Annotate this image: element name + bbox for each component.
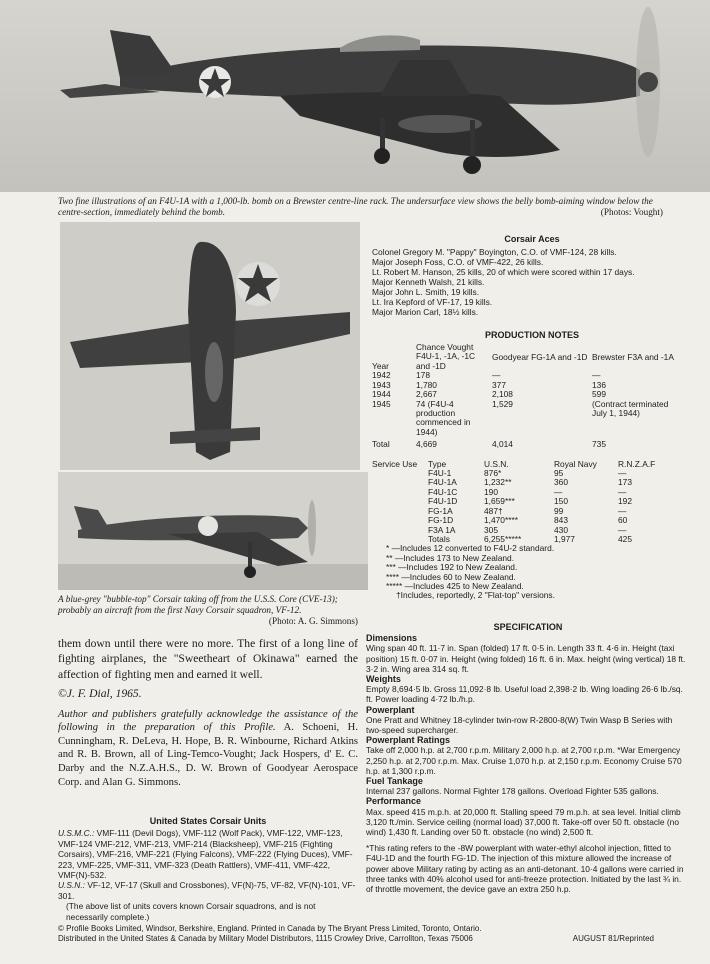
spec-heading: Performance: [366, 796, 422, 807]
production-table: [372, 343, 682, 450]
photo3-credit: (Photo: A. G. Simmons): [268, 616, 358, 626]
service-header: U.S.N.: [484, 458, 509, 469]
spec-text: One Pratt and Whitney 18-cylinder twin-row R-2800-8(W) Twin Wasp B Series with two-speed supercharger.: [366, 714, 673, 736]
cell-rnzaf: 425: [618, 533, 632, 544]
production-total-row: [372, 437, 682, 449]
footer-line-1: © Profile Books Limited, Windsor, Berkshire, England. Printed in Canada by The Bryant Press Limited, Toronto, Ontario.: [58, 924, 482, 933]
photo-corsair-underside: [60, 222, 360, 470]
production-row: [372, 400, 682, 438]
service-row: [372, 507, 678, 516]
cell-goodyear: 1,529: [492, 398, 513, 409]
cell-rnzaf: —: [618, 524, 627, 535]
acknowledgement-intro: Author and publishers gratefully acknowledge the assistance of the following in the preparation of this Profile.: [58, 708, 358, 734]
footer-line-2-wrap: [58, 934, 698, 944]
service-row: [372, 516, 678, 525]
usmc-label: U.S.M.C.:: [58, 828, 95, 839]
cell-year: 1945: [372, 398, 391, 409]
spec-text: Empty 8,694·5 lb. Gross 11,092·8 lb. Useful load 2,398·2 lb. Wing loading 26·6 lb./sq. ft. Power loading 4·72 lb./h.p.: [366, 684, 683, 705]
spec-heading: Weights: [366, 674, 401, 685]
cell-brewster: 735: [592, 439, 606, 450]
cell-goodyear: 2,108: [492, 389, 513, 400]
cell-year: Total: [372, 439, 390, 450]
corsair-aces-section: [372, 234, 692, 317]
us-corsair-units-section: [58, 816, 358, 922]
cell-type: F4U-1A: [428, 477, 457, 488]
service-row: [372, 478, 678, 487]
units-usmc: [58, 828, 358, 880]
ace-item: Major John L. Smith, 19 kills.: [372, 287, 480, 297]
cell-royal-navy: 843: [554, 515, 568, 526]
production-title: PRODUCTION NOTES: [484, 330, 579, 340]
ace-item: Major Marion Carl, 18½ kills.: [372, 307, 479, 317]
spec-text: Max. speed 415 m.p.h. at 20,000 ft. Stalling speed 79 m.p.h. at sea level. Initial climb 3,120 ft./min. Service ceiling (normal load) 37,000 ft. Take-off over 50 ft. obstacle (no wind) 1,430 ft. Landing over 50 ft. obstacle (no wind) 2,500 ft.: [366, 806, 681, 838]
cell-type: F4U-1D: [428, 496, 458, 507]
header-goodyear: Goodyear FG-1A and -1D: [492, 352, 588, 362]
photo-corsair-flight-side: [0, 0, 710, 192]
cell-royal-navy: 430: [554, 524, 568, 535]
service-header: Service Use: [372, 458, 418, 469]
photo3-caption-text: A blue-grey "bubble-top" Corsair taking off from the U.S.S. Core (CVE-13); probably an aircraft from the first Navy Corsair squadron, VF-12.: [58, 594, 338, 615]
spec-weights: [366, 674, 690, 705]
spec-powerplant: [366, 705, 690, 736]
spec-heading: Powerplant: [366, 704, 415, 715]
service-use-table: [372, 460, 678, 545]
production-footnotes: [386, 544, 692, 600]
service-row: [372, 526, 678, 535]
aces-title: Corsair Aces: [504, 234, 560, 244]
production-header-row: [372, 343, 682, 371]
cell-royal-navy: 99: [554, 505, 564, 516]
spec-fuel-tankage: [366, 776, 690, 796]
cell-brewster: —: [592, 370, 601, 381]
cell-type: Totals: [428, 533, 450, 544]
copyright-line: ©J. F. Dial, 1965.: [58, 687, 142, 701]
cell-royal-navy: —: [554, 486, 563, 497]
cell-royal-navy: 95: [554, 468, 564, 479]
cell-vought: 1,780: [416, 379, 437, 390]
cell-brewster: (Contract terminated July 1, 1944): [592, 398, 669, 419]
cell-usn: 305: [484, 524, 498, 535]
cell-royal-navy: 1,977: [554, 533, 575, 544]
production-note: †Includes, reportedly, 2 "Flat-top" versions.: [396, 590, 555, 601]
cell-year: 1942: [372, 370, 391, 381]
production-note: *** —Includes 192 to New Zealand.: [386, 562, 518, 573]
corsair-side-illustration: [0, 0, 710, 192]
spec-dimensions: [366, 633, 690, 674]
cell-rnzaf: 173: [618, 477, 632, 488]
cell-year: 1943: [372, 379, 391, 390]
service-header: R.N.Z.A.F: [618, 458, 656, 469]
units-title: United States Corsair Units: [149, 816, 267, 826]
ace-item: Lt. Ira Kepford of VF-17, 19 kills.: [372, 297, 493, 307]
production-note: ***** —Includes 425 to New Zealand.: [386, 580, 524, 591]
spec-text: Wing span 40 ft. 11·7 in. Span (folded) 17 ft. 0·5 in. Length 33 ft. 4·6 in. Height (taxi position) 15 ft. 0·07 in. Height (wing folded) 16 ft. 6 in. Max. height (wing vertical) 18 ft. 3·2 in. Wing area 314 sq. ft.: [366, 643, 686, 674]
corsair-underside-illustration: [60, 222, 360, 470]
service-row: [372, 488, 678, 497]
cell-type: F3A 1A: [428, 524, 456, 535]
cell-rnzaf: 192: [618, 496, 632, 507]
units-note: (The above list of units covers known Corsair squadrons, and is not necessarily complete.): [66, 901, 316, 922]
aces-list: [372, 247, 692, 317]
photo3-caption: [58, 594, 358, 627]
cell-usn: 1,659***: [484, 496, 515, 507]
cell-goodyear: —: [492, 370, 501, 381]
usn-list: VF-12, VF-17 (Skull and Crossbones), VF(N)-75, VF-82, VF(N)-101, VF-301.: [58, 880, 356, 901]
cell-rnzaf: —: [618, 486, 627, 497]
service-row: [372, 497, 678, 506]
cell-royal-navy: 150: [554, 496, 568, 507]
service-header-row: [372, 460, 678, 469]
cell-usn: 876*: [484, 468, 502, 479]
cell-vought: 178: [416, 370, 430, 381]
cell-type: F4U-1C: [428, 486, 458, 497]
cell-usn: 1,232**: [484, 477, 512, 488]
spec-text: Take off 2,000 h.p. at 2,700 r.p.m. Military 2,000 h.p. at 2,700 r.p.m. *War Emergency 2,250 h.p. at 2,700 r.p.m. Max. Cruise 1,070 h.p. at 2,150 r.p.m. Economy Cruise 570 h.p. at 1,300 r.p.m.: [366, 745, 682, 776]
cell-usn: 190: [484, 486, 498, 497]
cell-vought: 74 (F4U-4 production commenced in 1944): [416, 398, 471, 437]
cell-vought: 4,669: [416, 439, 437, 450]
production-note: * —Includes 12 converted to F4U-2 standard.: [386, 543, 555, 554]
header-year: Year: [372, 361, 389, 371]
cell-goodyear: 377: [492, 379, 506, 390]
cell-rnzaf: 60: [618, 515, 628, 526]
specification-section: [366, 622, 690, 894]
photo-corsair-takeoff: [58, 472, 368, 590]
production-note: **** —Includes 60 to New Zealand.: [386, 571, 516, 582]
cell-rnzaf: —: [618, 505, 627, 516]
cell-vought: 2,667: [416, 389, 437, 400]
cell-brewster: 599: [592, 389, 606, 400]
cell-usn: 487†: [484, 505, 503, 516]
cell-goodyear: 4,014: [492, 439, 513, 450]
corsair-takeoff-illustration: [58, 472, 368, 590]
production-notes-section: [372, 330, 692, 601]
cell-rnzaf: —: [618, 468, 627, 479]
spec-text: Internal 237 gallons. Normal Fighter 178 gallons. Overload Fighter 535 gallons.: [366, 786, 659, 797]
cell-type: F4U-1: [428, 468, 452, 479]
photo1-caption: [58, 196, 663, 218]
service-row: [372, 469, 678, 478]
ace-item: Major Joseph Foss, C.O. of VMF-422, 26 kills.: [372, 257, 544, 267]
units-usn: [58, 880, 358, 901]
specification-title: SPECIFICATION: [493, 622, 563, 632]
photo1-credit: (Photos: Vought): [600, 207, 663, 217]
spec-heading: Powerplant Ratings: [366, 735, 451, 746]
spec-performance: [366, 796, 690, 837]
cell-brewster: 136: [592, 379, 606, 390]
photo1-caption-text: Two fine illustrations of an F4U-1A with a 1,000-lb. bomb on a Brewster centre-line rack. The undersurface view shows the belly bomb-aiming window below the centre-section, immediately behind the bomb.: [58, 196, 653, 217]
spec-heading: Dimensions: [366, 633, 418, 644]
cell-royal-navy: 360: [554, 477, 568, 488]
acknowledgement-names: A. Schoeni, H. Cunningham, R. DeLeva, H. Hope, B. R. Winbourne, Richard Atkins and R. B. Brown, all of Ling-Temco-Vought; Jack Hospers, d' E. C. Darby and the N.Z.A.H.S., D. W. Brown of Goodyear Aerospace Corp. and Alan G. Simmons.: [58, 722, 358, 788]
cell-usn: 1,470****: [484, 515, 518, 526]
production-note: ** —Includes 173 to New Zealand.: [386, 552, 515, 563]
cell-type: FG-1A: [428, 505, 453, 516]
usmc-list: VMF-111 (Devil Dogs), VMF-112 (Wolf Pack), VMF-122, VMF-123, VMF-124 VMF-212, VMF-213, VMF-214 (Blacksheep), VMF-215 (Fighting Corsairs), VMF-216, VMF-221 (Flying Falcons), VMF-222 (Flying Duces), VMF-223, VMF-225, VMF-311, VMF-323 (Death Rattlers), VMF-411, VMF-422, VMF(N)-532.: [58, 828, 353, 881]
ace-item: Major Kenneth Walsh, 21 kills.: [372, 277, 485, 287]
cell-year: 1944: [372, 389, 391, 400]
body-text-block: [58, 636, 358, 789]
spec-heading: Fuel Tankage: [366, 776, 423, 787]
spec-powerplant-ratings: [366, 735, 690, 776]
ace-item: Lt. Robert M. Hanson, 25 kills, 20 of which were scored within 17 days.: [372, 267, 635, 277]
usn-label: U.S.N.:: [58, 880, 85, 891]
footer-reprint: AUGUST 81/Reprinted: [572, 934, 654, 943]
footer-line-2: Distributed in the United States & Canada by Military Model Distributors, 1115 Crowley Drive, Carrollton, Texas 75006: [58, 934, 473, 943]
service-header: Type: [428, 458, 447, 469]
cell-type: FG-1D: [428, 515, 454, 526]
header-vought: Chance Vought F4U-1, -1A, -1C and -1D: [416, 342, 476, 371]
cell-usn: 6,255*****: [484, 533, 522, 544]
service-header: Royal Navy: [554, 458, 597, 469]
spec-footnote: *This rating refers to the -8W powerplant with water-ethyl alcohol injection, fitted to F4U-1D and the fourth FG-1D. The injection of this mixture allowed the increase of power above Military rating by acting as an anti-detonant. 10·4 gallons were carried in three tanks with 40% alcohol used for anti-freeze protection. Initiated by the last ¾ in. of throttle movement, the device gave an extra 250 h.p.: [366, 843, 684, 895]
header-brewster: Brewster F3A and -1A: [592, 352, 674, 362]
acknowledgement: [58, 708, 358, 790]
body-paragraph: them down until there were no more. The first of a long line of fighting airplanes, the "Sweetheart of Okinawa" earned the affection of fighting men and earned it well.: [58, 637, 358, 681]
ace-item: Colonel Gregory M. "Pappy" Boyington, C.O. of VMF-124, 28 kills.: [372, 247, 617, 257]
page-footer: [58, 924, 698, 944]
